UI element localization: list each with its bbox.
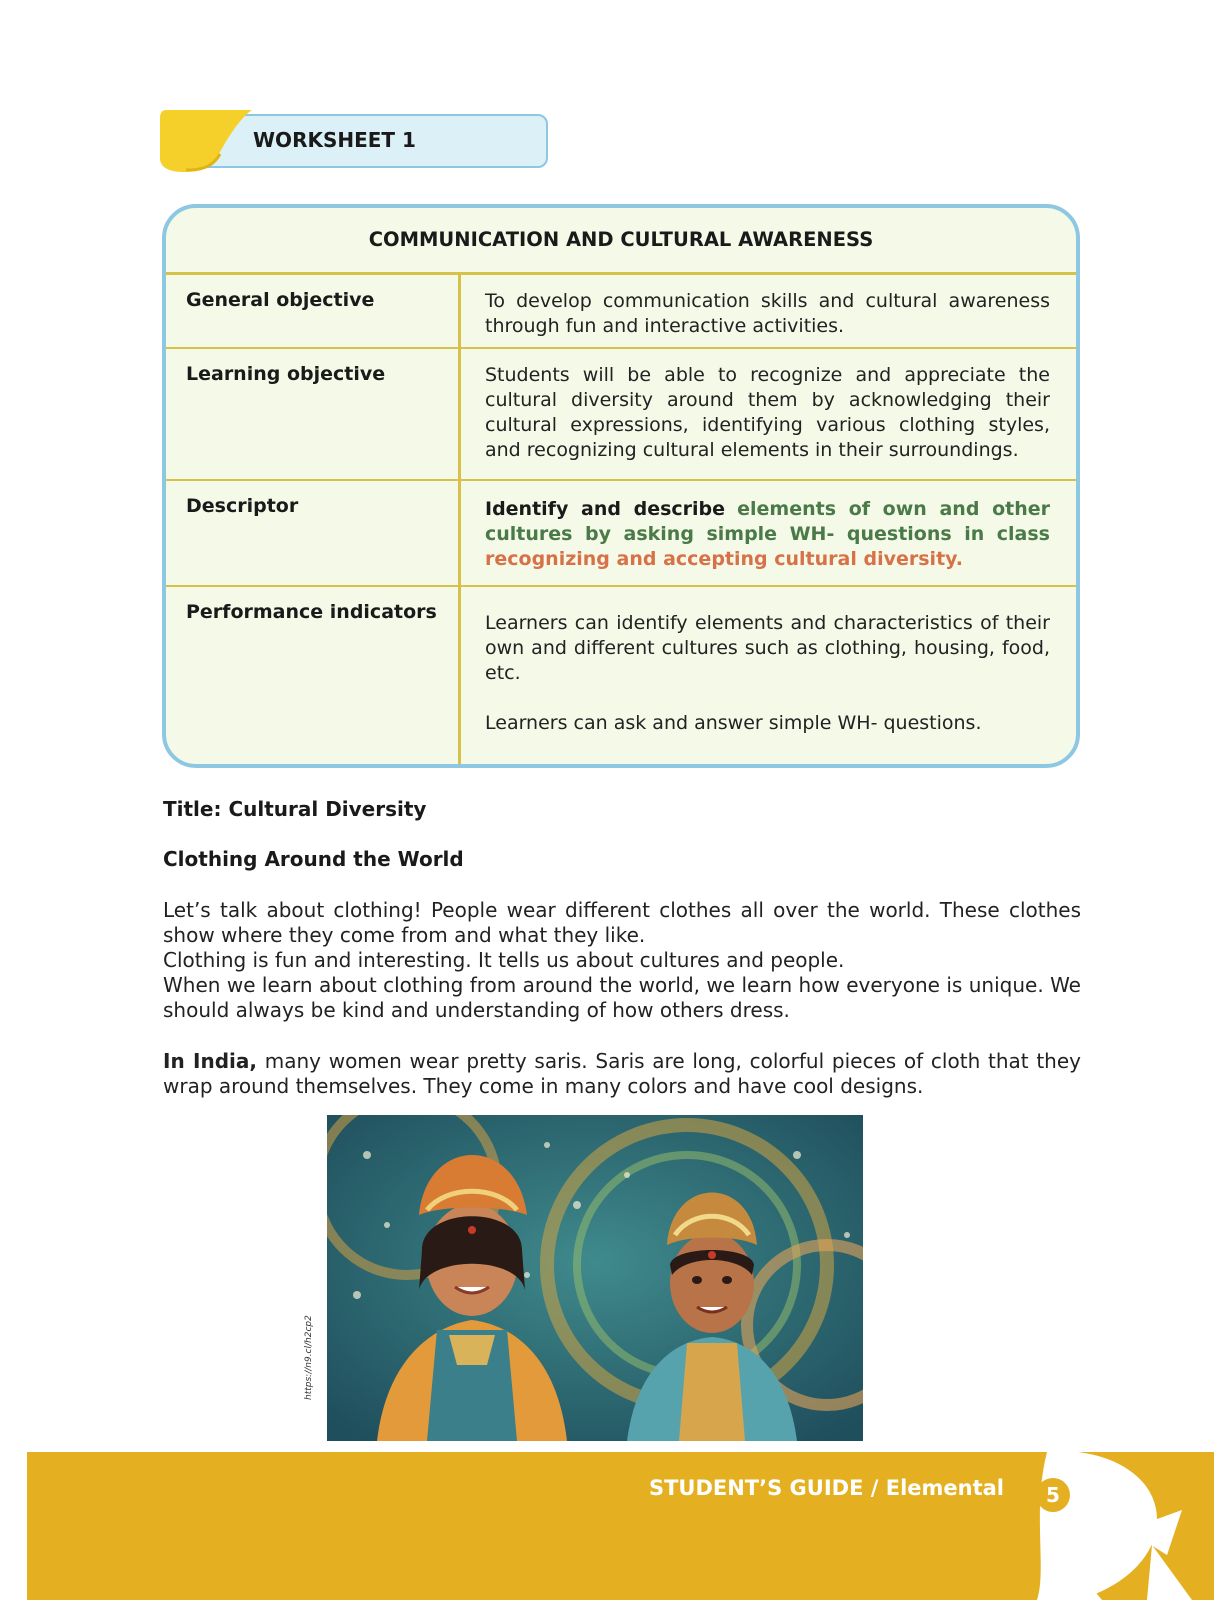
- general-objective-label: General objective: [166, 275, 461, 347]
- objectives-title: COMMUNICATION AND CULTURAL AWARENESS: [166, 208, 1076, 275]
- worksheet-label: WORKSHEET 1: [253, 128, 416, 152]
- intro-line-3: When we learn about clothing from around the world, we learn how everyone is unique. We should always be kind and understanding of how others dress.: [163, 973, 1081, 1022]
- content-title: Title: Cultural Diversity: [163, 797, 427, 821]
- performance-indicators-label: Performance indicators: [166, 587, 461, 768]
- performance-indicators-value: [461, 587, 1076, 768]
- learning-objective-row: [166, 349, 1076, 481]
- performance-indicator-1: Learners can identify elements and characteristics of their own and different cultures such as clothing, housing, food, etc.: [485, 612, 1050, 684]
- india-text: many women wear pretty saris. Saris are long, colorful pieces of cloth that they wrap around themselves. They come in many colors and have cool designs.: [163, 1049, 1081, 1098]
- performance-indicator-2: Learners can ask and answer simple WH- questions.: [485, 712, 982, 734]
- descriptor-part-content: elements of own and other cultures by asking simple WH- questions in class: [485, 498, 1051, 545]
- image-credit: https://n9.cl/h2cp2: [304, 1315, 314, 1400]
- india-bold: In India,: [163, 1049, 257, 1073]
- footer-guide-text: [649, 1476, 1004, 1500]
- saris-illustration: [327, 1115, 863, 1441]
- descriptor-label: Descriptor: [166, 481, 461, 585]
- intro-paragraph: [163, 898, 1081, 1023]
- footer-bar: [27, 1452, 1214, 1600]
- general-objective-value: To develop communication skills and cultural awareness through fun and interactive activities.: [485, 290, 1050, 337]
- intro-line-2: Clothing is fun and interesting. It tells us about cultures and people.: [163, 948, 845, 972]
- descriptor-value: [461, 481, 1076, 585]
- page-number: 5: [1036, 1478, 1070, 1512]
- descriptor-row: [166, 481, 1076, 587]
- content-subtitle: Clothing Around the World: [163, 847, 464, 871]
- performance-indicators-row: [166, 587, 1076, 768]
- india-paragraph: [163, 1049, 1081, 1099]
- footer-guide: STUDENT’S GUIDE: [648, 1476, 864, 1500]
- intro-line-1: Let’s talk about clothing! People wear different clothes all over the world. These clothes show where they come from and what they like.: [163, 898, 1081, 947]
- rocket-icon: [1007, 1450, 1207, 1600]
- learning-objective-label: Learning objective: [166, 349, 461, 479]
- objectives-table: [162, 204, 1080, 768]
- learning-objective-value: Students will be able to recognize and appreciate the cultural diversity around them by acknowledging their cultural expressions, identifying various clothing styles, and recognizing cultural elements in their surroundings.: [485, 364, 1050, 461]
- general-objective-row: [166, 275, 1076, 349]
- footer-level: / Elemental: [863, 1476, 1004, 1500]
- descriptor-part-value: recognizing and accepting cultural diversity.: [485, 548, 964, 570]
- worksheet-tab-accent: [160, 110, 252, 172]
- descriptor-part-verb: Identify and describe: [485, 498, 726, 520]
- worksheet-tab: [160, 110, 555, 172]
